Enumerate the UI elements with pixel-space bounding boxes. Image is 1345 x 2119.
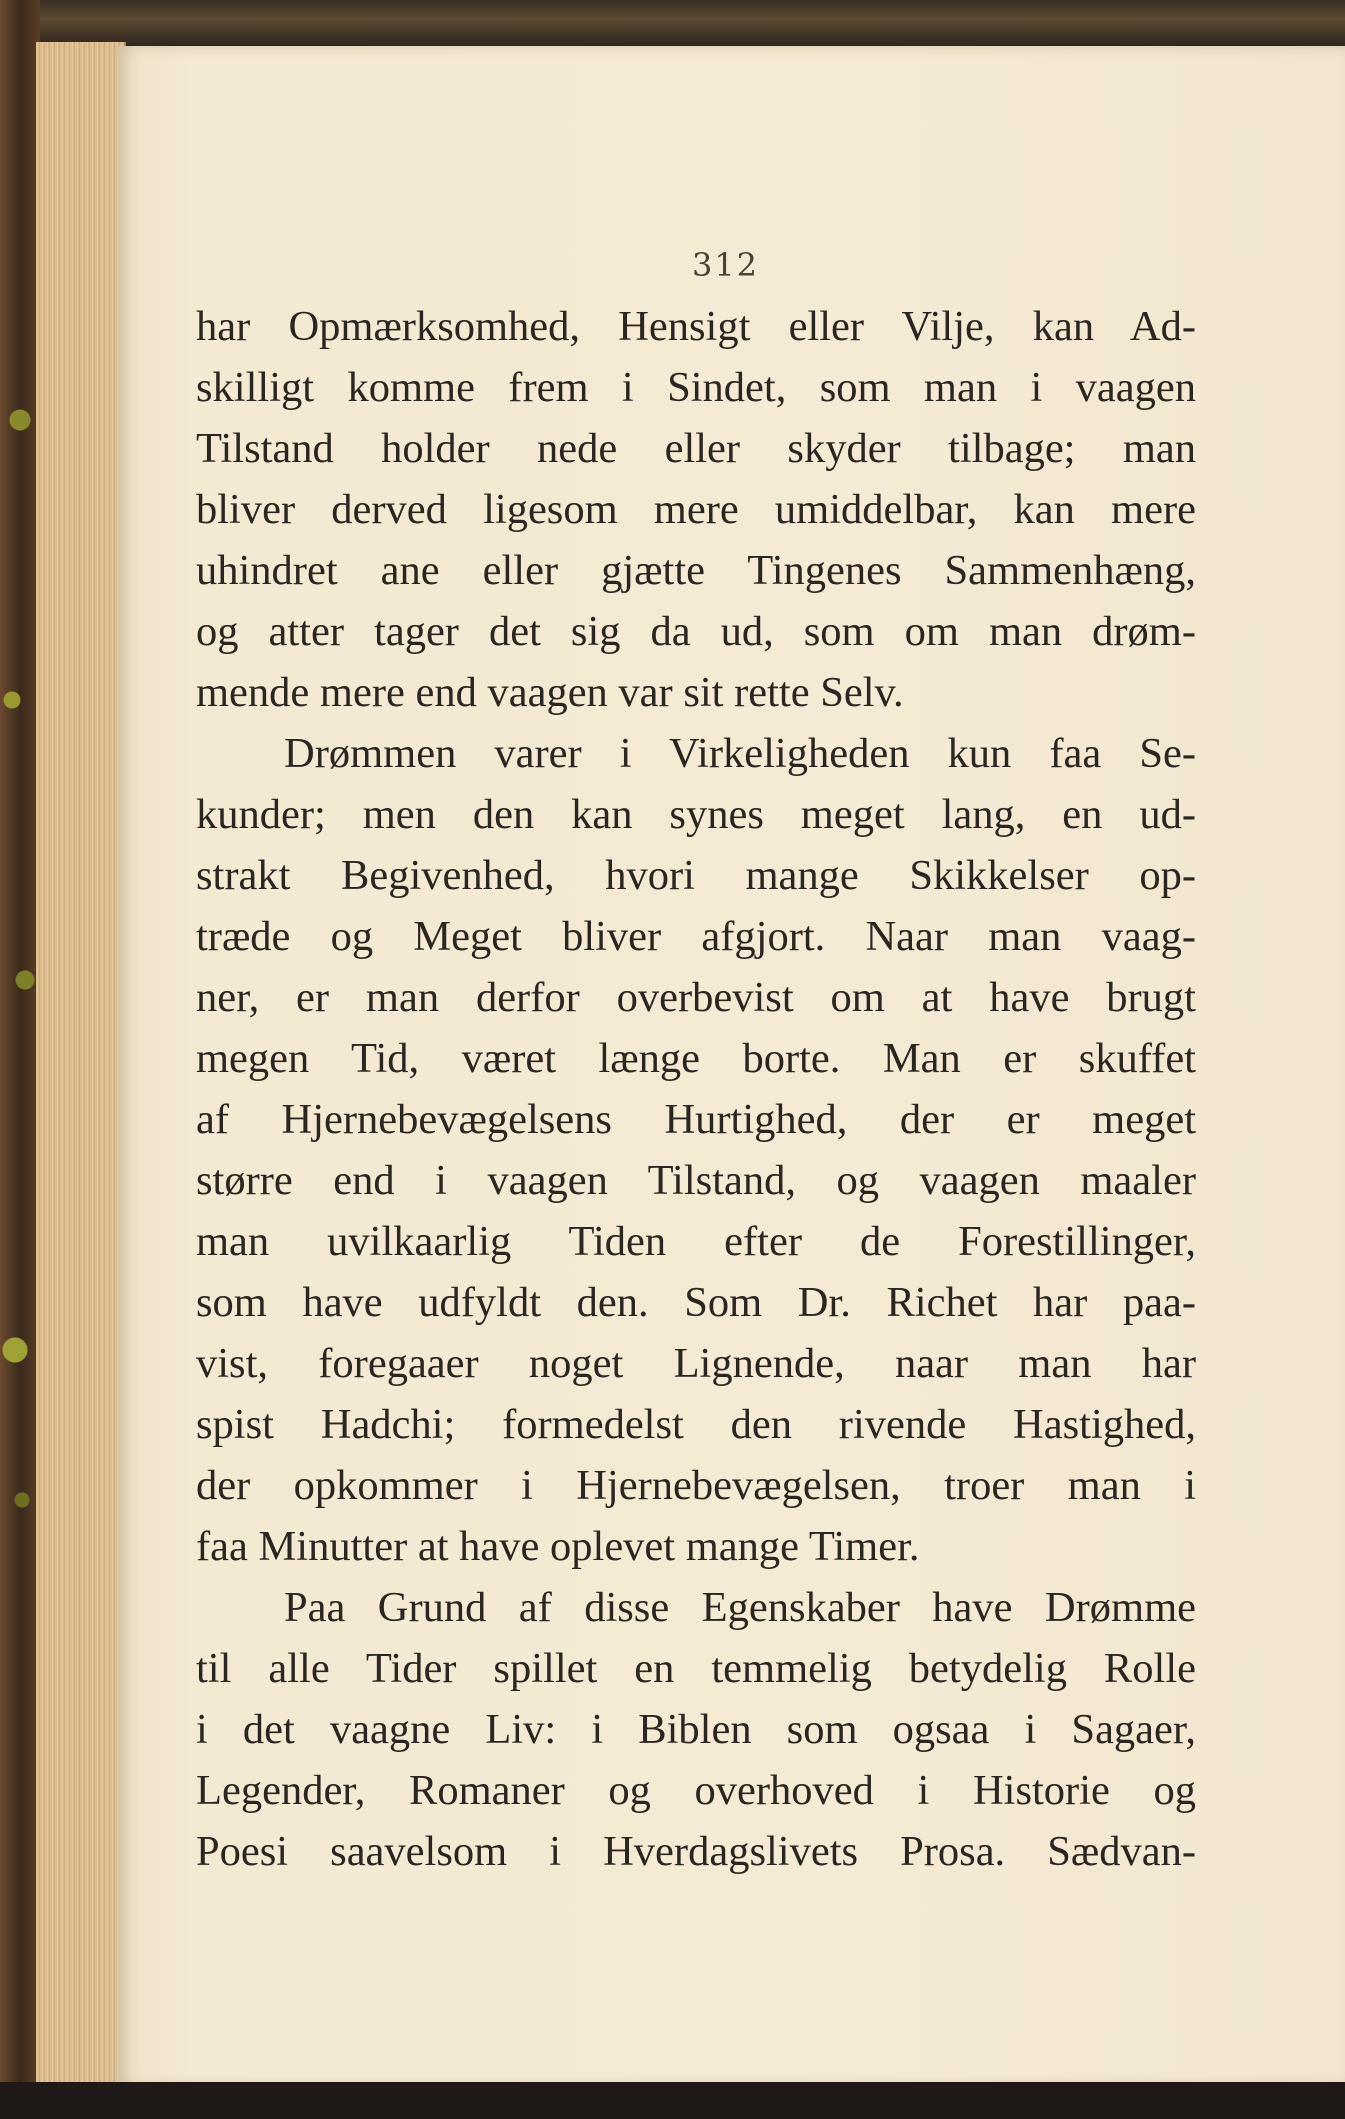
text-line: i det vaagne Liv: i Biblen som ogsaa i Sagaer,: [196, 1706, 1196, 1753]
text-line: strakt Begivenhed, hvori mange Skikkelser op-: [196, 852, 1196, 899]
text-line: Tilstand holder nede eller skyder tilbage; man: [196, 425, 1196, 472]
text-line: har Opmærksomhed, Hensigt eller Vilje, kan Ad-: [196, 303, 1196, 350]
text-line: af Hjernebevægelsens Hurtighed, der er meget: [196, 1096, 1196, 1143]
book-binding-bottom: [0, 2082, 1345, 2119]
book-binding-top: [0, 0, 1345, 48]
text-line: træde og Meget bliver afgjort. Naar man vaag-: [196, 913, 1196, 960]
page-number: 312: [691, 246, 760, 284]
text-line: bliver derved ligesom mere umiddelbar, kan mere: [196, 486, 1196, 533]
text-line: til alle Tider spillet en temmelig betydelig Rolle: [196, 1645, 1196, 1692]
text-line: faa Minutter at have oplevet mange Timer.: [196, 1523, 920, 1570]
text-line: kunder; men den kan synes meget lang, en ud-: [196, 791, 1196, 838]
body-text: [196, 296, 1196, 1882]
marbled-cover: [0, 0, 40, 2119]
text-line: og atter tager det sig da ud, som om man drøm-: [196, 608, 1196, 655]
text-line: der opkommer i Hjernebevægelsen, troer man i: [196, 1462, 1196, 1509]
text-line: spist Hadchi; formedelst den rivende Hastighed,: [196, 1401, 1196, 1448]
text-line: Drømmen varer i Virkeligheden kun faa Se-: [284, 730, 1196, 777]
text-line: Poesi saavelsom i Hverdagslivets Prosa. Sædvan-: [196, 1828, 1196, 1875]
text-line: man uvilkaarlig Tiden efter de Forestillinger,: [196, 1218, 1196, 1265]
text-line: ner, er man derfor overbevist om at have brugt: [196, 974, 1196, 1021]
text-line: som have udfyldt den. Som Dr. Richet har paa-: [196, 1279, 1196, 1326]
text-line: Legender, Romaner og overhoved i Historie og: [196, 1767, 1196, 1814]
text-line: større end i vaagen Tilstand, og vaagen maaler: [196, 1157, 1196, 1204]
text-line: uhindret ane eller gjætte Tingenes Sammenhæng,: [196, 547, 1196, 594]
text-line: mende mere end vaagen var sit rette Selv.: [196, 669, 904, 716]
text-line: vist, foregaaer noget Lignende, naar man har: [196, 1340, 1196, 1387]
text-line: skilligt komme frem i Sindet, som man i vaagen: [196, 364, 1196, 411]
text-line: megen Tid, været længe borte. Man er skuffet: [196, 1035, 1196, 1082]
text-line: Paa Grund af disse Egenskaber have Drømme: [284, 1584, 1196, 1631]
page-edges: [36, 42, 126, 2082]
